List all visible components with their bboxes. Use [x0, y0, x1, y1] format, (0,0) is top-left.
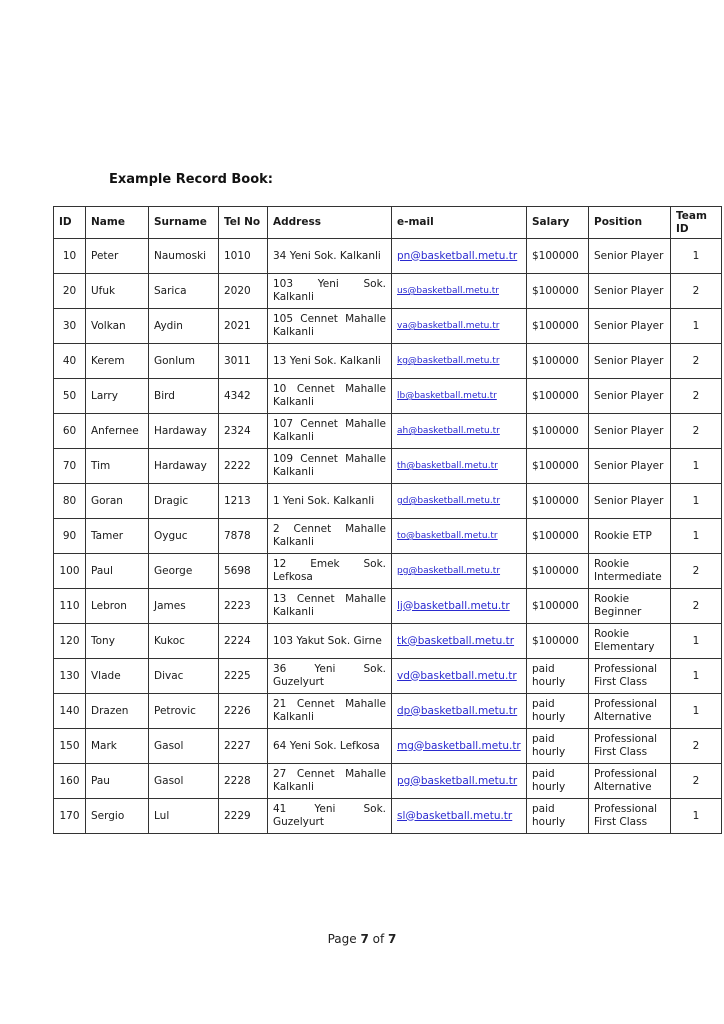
cell-name: Anfernee [86, 414, 149, 449]
cell-surname: Gonlum [149, 344, 219, 379]
cell-tel-no: 3011 [219, 344, 268, 379]
cell-position: Senior Player [589, 414, 671, 449]
cell-address: 103 Yeni Sok. Kalkanli [268, 274, 392, 309]
cell-salary: $100000 [527, 449, 589, 484]
cell-tel-no: 4342 [219, 379, 268, 414]
cell-team-id: 2 [671, 274, 722, 309]
email-link[interactable]: dp@basketball.metu.tr [397, 704, 518, 717]
cell-surname: George [149, 554, 219, 589]
cell-email [392, 344, 527, 379]
cell-tel-no: 2021 [219, 309, 268, 344]
cell-address: 36 Yeni Sok. Guzelyurt [268, 659, 392, 694]
cell-surname: Hardaway [149, 449, 219, 484]
table-row [54, 729, 722, 764]
cell-email [392, 379, 527, 414]
cell-position: Senior Player [589, 274, 671, 309]
cell-salary: $100000 [527, 344, 589, 379]
table-row [54, 799, 722, 834]
cell-position: Senior Player [589, 344, 671, 379]
cell-team-id: 1 [671, 624, 722, 659]
cell-address: 10 Cennet Mahalle Kalkanli [268, 379, 392, 414]
cell-address: 41 Yeni Sok. Guzelyurt [268, 799, 392, 834]
email-link[interactable]: sl@basketball.metu.tr [397, 809, 513, 822]
email-link[interactable]: to@basketball.metu.tr [397, 531, 498, 541]
cell-email [392, 414, 527, 449]
cell-position: Senior Player [589, 239, 671, 274]
cell-address: 64 Yeni Sok. Lefkosa [268, 729, 392, 764]
cell-address: 27 Cennet Mahalle Kalkanli [268, 764, 392, 799]
cell-email [392, 589, 527, 624]
cell-email [392, 659, 527, 694]
cell-salary: $100000 [527, 274, 589, 309]
cell-email [392, 799, 527, 834]
cell-team-id: 2 [671, 554, 722, 589]
cell-id: 140 [54, 694, 86, 729]
cell-salary: paid hourly [527, 659, 589, 694]
cell-salary: $100000 [527, 379, 589, 414]
cell-id: 170 [54, 799, 86, 834]
email-link[interactable]: lb@basketball.metu.tr [397, 391, 497, 401]
cell-team-id: 1 [671, 799, 722, 834]
column-header-salary: Salary [527, 207, 589, 239]
cell-email [392, 694, 527, 729]
cell-name: Ufuk [86, 274, 149, 309]
cell-address: 105 Cennet Mahalle Kalkanli [268, 309, 392, 344]
table-row [54, 694, 722, 729]
email-link[interactable]: ah@basketball.metu.tr [397, 426, 500, 436]
cell-email [392, 484, 527, 519]
cell-tel-no: 2229 [219, 799, 268, 834]
cell-surname: Petrovic [149, 694, 219, 729]
cell-name: Larry [86, 379, 149, 414]
cell-tel-no: 2223 [219, 589, 268, 624]
cell-id: 110 [54, 589, 86, 624]
cell-name: Mark [86, 729, 149, 764]
cell-id: 160 [54, 764, 86, 799]
page-footer [0, 932, 724, 946]
cell-id: 20 [54, 274, 86, 309]
email-link[interactable]: lj@basketball.metu.tr [397, 599, 510, 612]
record-table [53, 206, 722, 834]
footer-of: of [368, 932, 389, 946]
cell-id: 120 [54, 624, 86, 659]
cell-team-id: 2 [671, 414, 722, 449]
cell-name: Paul [86, 554, 149, 589]
cell-position: Professional Alternative [589, 694, 671, 729]
table-row [54, 274, 722, 309]
cell-salary: paid hourly [527, 694, 589, 729]
cell-name: Drazen [86, 694, 149, 729]
cell-id: 40 [54, 344, 86, 379]
footer-current-page: 7 [360, 932, 369, 946]
cell-position: Senior Player [589, 309, 671, 344]
cell-address: 34 Yeni Sok. Kalkanli [268, 239, 392, 274]
cell-email [392, 519, 527, 554]
table-row [54, 624, 722, 659]
cell-team-id: 2 [671, 764, 722, 799]
cell-email [392, 554, 527, 589]
cell-surname: James [149, 589, 219, 624]
record-book-heading: Example Record Book: [109, 172, 274, 187]
cell-tel-no: 2228 [219, 764, 268, 799]
cell-address: 13 Yeni Sok. Kalkanli [268, 344, 392, 379]
cell-tel-no: 2324 [219, 414, 268, 449]
email-link[interactable]: tk@basketball.metu.tr [397, 634, 515, 647]
cell-position: Rookie ETP [589, 519, 671, 554]
email-link[interactable]: pg@basketball.metu.tr [397, 774, 518, 787]
email-link[interactable]: gd@basketball.metu.tr [397, 496, 501, 506]
cell-tel-no: 2227 [219, 729, 268, 764]
cell-salary: $100000 [527, 624, 589, 659]
email-link[interactable]: kg@basketball.metu.tr [397, 356, 500, 366]
cell-salary: $100000 [527, 484, 589, 519]
cell-team-id: 1 [671, 694, 722, 729]
column-header-team-id: Team ID [671, 207, 722, 239]
table-row [54, 344, 722, 379]
cell-position: Professional Alternative [589, 764, 671, 799]
cell-surname: Oyguc [149, 519, 219, 554]
email-link[interactable]: th@basketball.metu.tr [397, 461, 498, 471]
table-row [54, 449, 722, 484]
footer-total-pages: 7 [388, 932, 397, 946]
cell-address: 103 Yakut Sok. Girne [268, 624, 392, 659]
cell-name: Goran [86, 484, 149, 519]
cell-email [392, 309, 527, 344]
cell-name: Tamer [86, 519, 149, 554]
table-row [54, 414, 722, 449]
cell-id: 10 [54, 239, 86, 274]
cell-address: 109 Cennet Mahalle Kalkanli [268, 449, 392, 484]
table-row [54, 379, 722, 414]
cell-salary: $100000 [527, 554, 589, 589]
email-link[interactable]: va@basketball.metu.tr [397, 321, 500, 331]
cell-surname: Kukoc [149, 624, 219, 659]
table-row [54, 519, 722, 554]
cell-email [392, 239, 527, 274]
cell-salary: $100000 [527, 589, 589, 624]
cell-salary: $100000 [527, 239, 589, 274]
cell-team-id: 2 [671, 589, 722, 624]
cell-tel-no: 2224 [219, 624, 268, 659]
column-header-surname: Surname [149, 207, 219, 239]
cell-name: Peter [86, 239, 149, 274]
cell-position: Senior Player [589, 449, 671, 484]
cell-surname: Gasol [149, 764, 219, 799]
table-row [54, 764, 722, 799]
cell-id: 30 [54, 309, 86, 344]
cell-name: Sergio [86, 799, 149, 834]
cell-surname: Dragic [149, 484, 219, 519]
table-row [54, 554, 722, 589]
cell-team-id: 2 [671, 344, 722, 379]
cell-address: 1 Yeni Sok. Kalkanli [268, 484, 392, 519]
cell-salary: $100000 [527, 414, 589, 449]
cell-name: Tony [86, 624, 149, 659]
cell-surname: Sarica [149, 274, 219, 309]
column-header-id: ID [54, 207, 86, 239]
cell-team-id: 1 [671, 519, 722, 554]
cell-surname: Divac [149, 659, 219, 694]
table-header-row [54, 207, 722, 239]
email-link[interactable]: us@basketball.metu.tr [397, 286, 499, 296]
cell-address: 2 Cennet Mahalle Kalkanli [268, 519, 392, 554]
cell-address: 107 Cennet Mahalle Kalkanli [268, 414, 392, 449]
email-link[interactable]: pg@basketball.metu.tr [397, 566, 501, 576]
cell-position: Professional First Class [589, 729, 671, 764]
cell-salary: paid hourly [527, 799, 589, 834]
cell-team-id: 2 [671, 729, 722, 764]
cell-name: Volkan [86, 309, 149, 344]
column-header-address: Address [268, 207, 392, 239]
cell-surname: Hardaway [149, 414, 219, 449]
cell-surname: Naumoski [149, 239, 219, 274]
cell-tel-no: 1213 [219, 484, 268, 519]
cell-tel-no: 2020 [219, 274, 268, 309]
cell-salary: paid hourly [527, 764, 589, 799]
cell-position: Senior Player [589, 484, 671, 519]
cell-tel-no: 2226 [219, 694, 268, 729]
cell-tel-no: 5698 [219, 554, 268, 589]
cell-email [392, 624, 527, 659]
column-header-email: e-mail [392, 207, 527, 239]
cell-id: 90 [54, 519, 86, 554]
cell-team-id: 1 [671, 659, 722, 694]
cell-position: Professional First Class [589, 799, 671, 834]
cell-address: 21 Cennet Mahalle Kalkanli [268, 694, 392, 729]
cell-id: 150 [54, 729, 86, 764]
cell-position: Rookie Beginner [589, 589, 671, 624]
cell-position: Rookie Intermediate [589, 554, 671, 589]
cell-salary: $100000 [527, 309, 589, 344]
cell-email [392, 274, 527, 309]
table-row [54, 659, 722, 694]
cell-team-id: 1 [671, 309, 722, 344]
column-header-tel-no: Tel No [219, 207, 268, 239]
column-header-name: Name [86, 207, 149, 239]
cell-name: Tim [86, 449, 149, 484]
cell-surname: Gasol [149, 729, 219, 764]
cell-id: 80 [54, 484, 86, 519]
table-row [54, 239, 722, 274]
cell-id: 60 [54, 414, 86, 449]
cell-team-id: 1 [671, 449, 722, 484]
table-row [54, 589, 722, 624]
cell-id: 70 [54, 449, 86, 484]
cell-address: 13 Cennet Mahalle Kalkanli [268, 589, 392, 624]
cell-salary: paid hourly [527, 729, 589, 764]
table-row [54, 309, 722, 344]
cell-name: Vlade [86, 659, 149, 694]
cell-team-id: 1 [671, 239, 722, 274]
cell-tel-no: 2225 [219, 659, 268, 694]
cell-address: 12 Emek Sok. Lefkosa [268, 554, 392, 589]
cell-email [392, 764, 527, 799]
cell-name: Lebron [86, 589, 149, 624]
cell-email [392, 729, 527, 764]
cell-tel-no: 7878 [219, 519, 268, 554]
cell-tel-no: 1010 [219, 239, 268, 274]
cell-surname: Aydin [149, 309, 219, 344]
cell-position: Rookie Elementary [589, 624, 671, 659]
cell-id: 130 [54, 659, 86, 694]
cell-tel-no: 2222 [219, 449, 268, 484]
cell-salary: $100000 [527, 519, 589, 554]
email-link[interactable]: mg@basketball.metu.tr [397, 739, 521, 752]
cell-email [392, 449, 527, 484]
footer-prefix: Page [327, 932, 361, 946]
email-link[interactable]: vd@basketball.metu.tr [397, 669, 517, 682]
cell-name: Pau [86, 764, 149, 799]
cell-id: 50 [54, 379, 86, 414]
cell-team-id: 2 [671, 379, 722, 414]
email-link[interactable]: pn@basketball.metu.tr [397, 249, 518, 262]
cell-id: 100 [54, 554, 86, 589]
table-row [54, 484, 722, 519]
cell-position: Senior Player [589, 379, 671, 414]
column-header-position: Position [589, 207, 671, 239]
cell-name: Kerem [86, 344, 149, 379]
cell-surname: Bird [149, 379, 219, 414]
cell-position: Professional First Class [589, 659, 671, 694]
cell-team-id: 1 [671, 484, 722, 519]
cell-surname: Lul [149, 799, 219, 834]
